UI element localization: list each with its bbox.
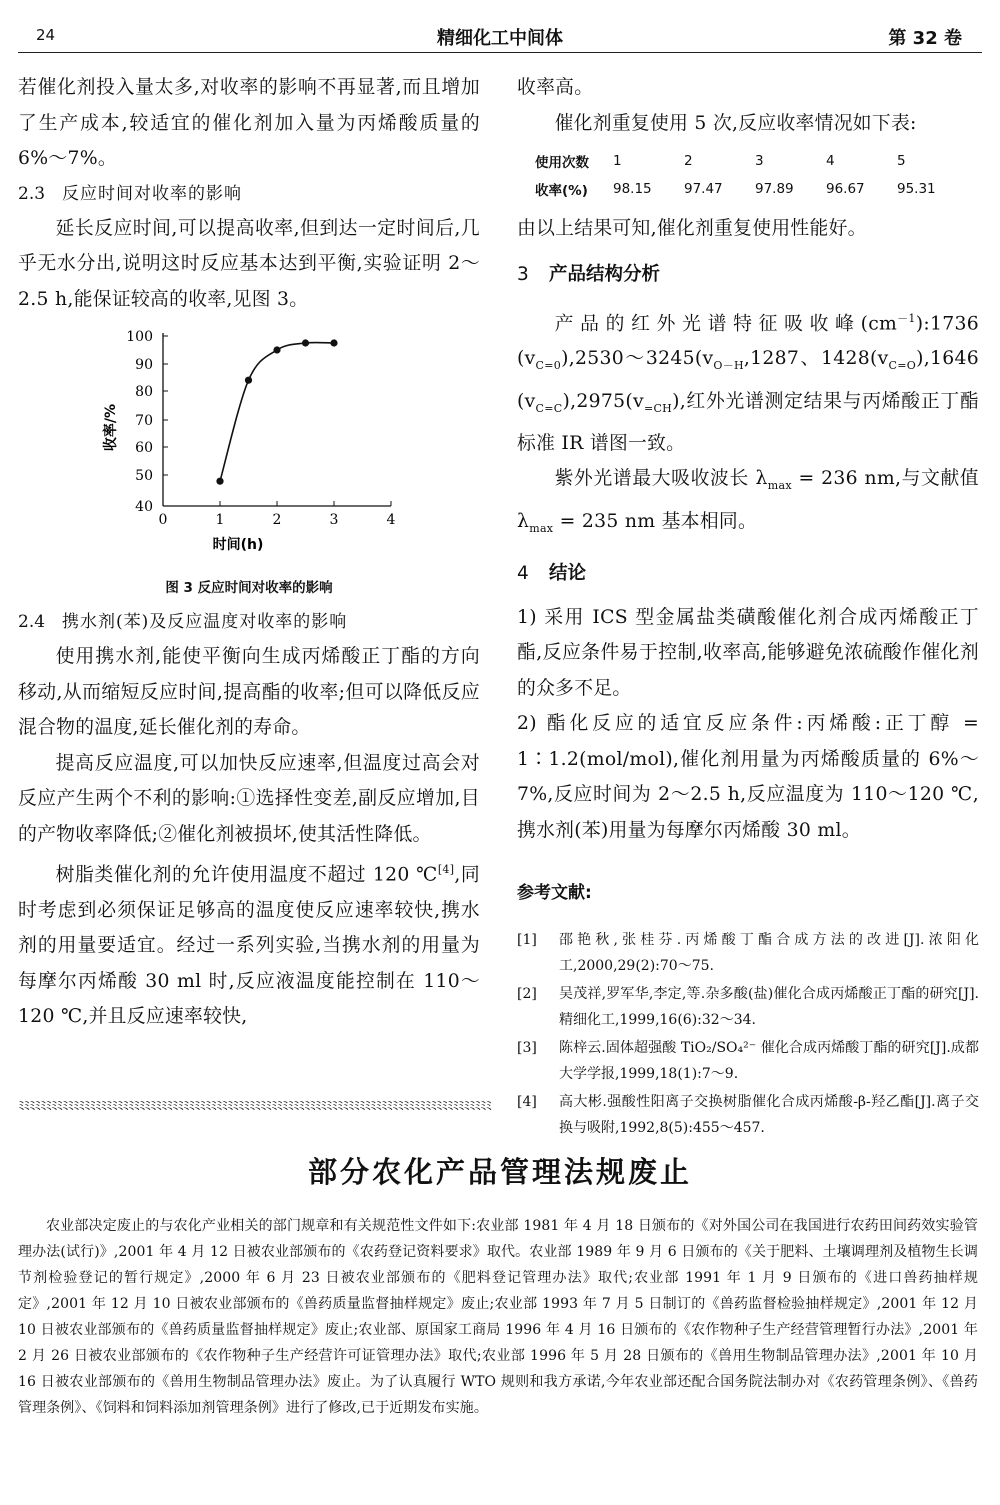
- table-cell: 96.67: [826, 181, 865, 197]
- y-tick-label: 60: [135, 440, 153, 456]
- x-tick-label: 0: [158, 512, 168, 528]
- text-span: ),2530～3245(v: [561, 348, 714, 370]
- table-cell: 98.15: [613, 181, 652, 197]
- reference-text: 邵艳秋,张桂芬.丙烯酸丁酯合成方法的改进[J].浓阳化工,2000,29(2):70～75.: [559, 932, 979, 975]
- data-point: [216, 478, 223, 485]
- x-tick-label: 3: [329, 512, 339, 528]
- notice-title: 部分农化产品管理法规废止: [307, 1155, 692, 1189]
- y-tick-label: 70: [135, 413, 153, 429]
- chart-marks: [216, 339, 337, 484]
- text-span: 产品的红外光谱特征吸收峰(cm: [554, 312, 898, 334]
- subscript: max: [767, 479, 792, 493]
- right-column: [517, 70, 979, 1143]
- section-number: 2.4: [18, 612, 46, 632]
- series-line: [220, 342, 334, 481]
- reference-number: [2]: [517, 986, 537, 1003]
- x-tick-label: 4: [386, 512, 396, 528]
- text-span: ),2975(v: [562, 390, 644, 412]
- table-cell: 97.47: [684, 181, 723, 197]
- text-span: ),1646 (v: [517, 348, 979, 412]
- citation: [4]: [437, 863, 455, 876]
- table-row: [535, 147, 968, 175]
- figure-caption: 图 3 反应时间对收率的影响: [165, 580, 333, 596]
- section-number: 3: [517, 263, 529, 285]
- reference-number: [4]: [517, 1094, 537, 1111]
- data-point: [273, 346, 280, 353]
- section-title: 携水剂(苯)及反应温度对收率的影响: [62, 612, 348, 632]
- data-point: [302, 339, 309, 346]
- paragraph: [18, 852, 480, 1035]
- subscript: max: [529, 521, 554, 535]
- y-tick-label: 50: [135, 468, 153, 484]
- reuse-table: [535, 147, 968, 203]
- reference-text: 高大彬.强酸性阳离子交换树脂催化合成丙烯酸-β-羟乙酯[J].离子交换与吸附,1992,8(5):455～457.: [559, 1094, 979, 1137]
- section-heading-2-4: [18, 607, 480, 637]
- text-span: = 235 nm 基本相同。: [553, 510, 758, 532]
- paragraph: 由以上结果可知,催化剂重复使用性能好。: [517, 218, 867, 239]
- table-row-label: 收率(%): [535, 183, 588, 199]
- uv-paragraph: [517, 461, 979, 546]
- table-cell: 3: [755, 153, 764, 169]
- y-axis-label: 收率/%: [103, 403, 119, 452]
- reference-number: [1]: [517, 932, 537, 949]
- table-row-label: 使用次数: [535, 155, 589, 171]
- section-number: 2.3: [18, 183, 46, 204]
- line-chart: [18, 323, 480, 573]
- y-tick-label: 40: [135, 499, 153, 515]
- paragraph: 使用携水剂,能使平衡向生成丙烯酸正丁酯的方向移动,从而缩短反应时间,提高酯的收率;但可以降低反应混合物的温度,延长催化剂的寿命。: [18, 646, 480, 738]
- notice-body: 农业部决定废止的与农化产业相关的部门规章和有关规范性文件如下:农业部 1981 年 4 月 18 日颁布的《对外国公司在我国进行农药田间药效实验管理办法(试行)》,2001 年 4 月 12 日被农业部颁布的《农药登记资料要求》取代。农业部 1989 年 9 月 6 日颁布的《关于肥料、土壤调理剂及植物生长调节剂检验登记的暂行规定》,2000 年 6 月 23 日被农业部颁布的《肥料登记管理办法》取代;农业部 1991 年 1 月 9 日颁布的《进口兽药抽样规定》,2001 年 12 月 10 日被农业部颁布的《兽药质量监督抽样规定》废止;农业部 1993 年 7 月 5 日制订的《兽药监督检验抽样规定》,2001 年 12 月 10 日被农业部颁布的《兽药质量监督抽样规定》废止;农业部、原国家工商局 1996 年 4 月 16 日颁布的《农作物种子生产经营管理暂行办法》,2001 年 2 月 26 日被农业部颁布的《农作物种子生产经营许可证管理办法》取代;农业部 1996 年 5 月 28 日颁布的《兽用生物制品管理办法》,2001 年 10 月 16 日被农业部颁布的《兽用生物制品管理办法》废止。为了认真履行 WTO 规则和我方承诺,今年农业部还配合国务院法制办对《农药管理条例》、《兽药管理条例》、《饲料和饲料添加剂管理条例》进行了修改,已于近期发布实施。: [18, 1218, 978, 1416]
- subscript: O－H: [713, 359, 744, 373]
- table-cell: 4: [826, 153, 835, 169]
- left-column: [18, 70, 480, 1035]
- page-number: 24: [36, 26, 56, 44]
- x-axis-label: 时间(h): [212, 537, 264, 553]
- reference-number: [3]: [517, 1040, 537, 1057]
- y-tick-label: 100: [126, 329, 153, 345]
- section-heading-4: [517, 556, 979, 592]
- paragraph: 催化剂重复使用 5 次,反应收率情况如下表:: [554, 112, 917, 134]
- figure-3-chart: [18, 323, 480, 573]
- ornamental-divider: ﾐﾐﾐﾐﾐﾐﾐﾐﾐﾐﾐﾐﾐﾐﾐﾐﾐﾐﾐﾐﾐﾐﾐﾐﾐﾐﾐﾐﾐﾐﾐﾐﾐﾐﾐﾐﾐﾐﾐﾐﾐﾐﾐﾐﾐﾐﾐﾐﾐﾐﾐﾐﾐﾐﾐﾐﾐﾐﾐﾐﾐﾐﾐﾐﾐﾐﾐﾐﾐﾐﾐﾐﾐﾐﾐﾐﾐﾐﾐﾐﾐﾐﾐﾐﾐﾐ: [18, 1099, 491, 1114]
- chart-axes: [102, 329, 396, 553]
- ir-paragraph: [517, 301, 979, 462]
- paragraph: 延长反应时间,可以提高收率,但到达一定时间后,几乎无水分出,说明这时反应基本达到平衡,实验证明 2～2.5 h,能保证较高的收率,见图 3。: [18, 217, 480, 310]
- references-title: 参考文献:: [517, 883, 592, 904]
- page-header: [18, 22, 982, 53]
- x-tick-label: 2: [272, 512, 282, 528]
- reference-text: 陈梓云.固体超强酸 TiO₂/SO₄²⁻ 催化合成丙烯酸丁酯的研究[J].成都大学学报,1999,18(1):7～9.: [559, 1040, 979, 1083]
- conclusion-item: 2) 酯化反应的适宜反应条件:丙烯酸:正丁醇 = 1∶1.2(mol/mol),催化剂用量为丙烯酸质量的 6%～7%,反应时间为 2～2.5 h,反应温度为 110～120 ℃,携水剂(苯)用量为每摩尔丙烯酸 30 ml。: [517, 713, 979, 841]
- volume-label: 第 32 卷: [888, 28, 962, 49]
- reference-text: 吴茂祥,罗军华,李定,等.杂多酸(盐)催化合成丙烯酸正丁酯的研究[J].精细化工,1999,16(6):32～34.: [559, 986, 979, 1029]
- text-span: ):1736 (v: [517, 312, 979, 370]
- text-span: ,1287、1428(v: [743, 348, 889, 370]
- table-cell: 97.89: [755, 181, 794, 197]
- table-cell: 95.31: [897, 181, 936, 197]
- data-point: [330, 339, 337, 346]
- reference-item: [517, 1035, 979, 1087]
- text-span: ),红外光谱测定结果与丙烯酸正丁酯标准 IR 谱图一致。: [517, 390, 979, 454]
- table-row: [535, 175, 968, 203]
- text-span: 紫外光谱最大吸收波长 λ: [554, 468, 768, 490]
- y-tick-label: 90: [135, 357, 153, 373]
- section-heading-3: [517, 257, 979, 293]
- paragraph: 提高反应温度,可以加快反应速率,但温度过高会对反应产生两个不利的影响:①选择性变差,副反应增加,目的产物收率降低;②催化剂被损坏,使其活性降低。: [18, 752, 480, 845]
- table-cell: 2: [684, 153, 693, 169]
- section-title: 反应时间对收率的影响: [62, 183, 242, 204]
- table-cell: 1: [613, 153, 622, 169]
- x-tick-label: 1: [215, 512, 225, 528]
- text-span: 树脂类催化剂的允许使用温度不超过 120 ℃: [55, 864, 438, 886]
- journal-title: 精细化工中间体: [437, 28, 563, 49]
- superscript: －1: [897, 311, 916, 325]
- table-cell: 5: [897, 153, 906, 169]
- paragraph: 若催化剂投入量太多,对收率的影响不再显著,而且增加了生产成本,较适宜的催化剂加入量为丙烯酸质量的 6%～7%。: [18, 77, 480, 169]
- section-heading-2-3: [18, 179, 480, 209]
- data-point: [245, 377, 252, 384]
- conclusion-item: 1) 采用 ICS 型金属盐类磺酸催化剂合成丙烯酸正丁酯,反应条件易于控制,收率高,能够避免浓硫酸作催化剂的众多不足。: [517, 606, 979, 699]
- text-span: = 236 nm,与文献值 λ: [517, 468, 979, 532]
- section-title: 结论: [549, 562, 587, 584]
- y-tick-label: 80: [135, 384, 153, 400]
- text-span: ,同时考虑到必须保证足够高的温度使反应速率较快,携水剂的用量要适宜。经过一系列实验,当携水剂的用量为每摩尔丙烯酸 30 ml 时,反应液温度能控制在 110～120 ℃,并且反应速率较快,: [18, 864, 480, 1028]
- reference-item: [517, 927, 979, 979]
- section-title: 产品结构分析: [549, 263, 661, 285]
- subscript: C=C: [535, 401, 563, 415]
- subscript: =CH: [643, 401, 673, 415]
- subscript: C=O: [888, 359, 917, 373]
- section-number: 4: [517, 562, 529, 584]
- reference-item: [517, 981, 979, 1033]
- subscript: C=0: [535, 359, 562, 373]
- paragraph: 收率高。: [517, 77, 594, 98]
